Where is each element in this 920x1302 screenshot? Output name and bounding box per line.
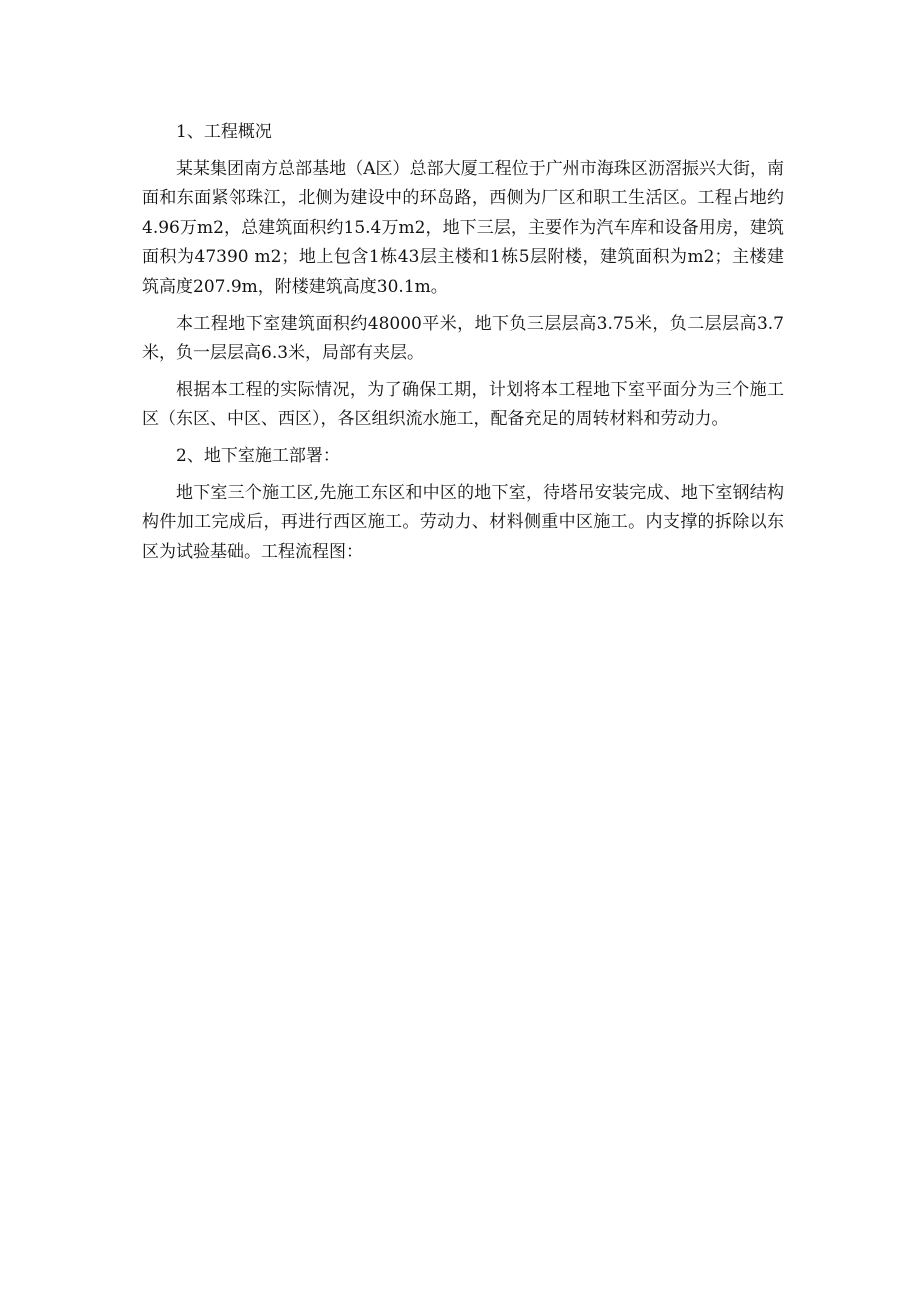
document-body bbox=[142, 118, 784, 574]
paragraph-construction-sequence: 地下室三个施工区,先施工东区和中区的地下室，待塔吊安装完成、地下室钢结构构件加工完成后，再进行西区施工。劳动力、材料侧重中区施工。内支撑的拆除以东区为试验基础。工程流程图： bbox=[142, 482, 784, 562]
paragraph-construction-zones: 根据本工程的实际情况，为了确保工期，计划将本工程地下室平面分为三个施工区（东区、中区、西区），各区组织流水施工，配备充足的周转材料和劳动力。 bbox=[142, 379, 784, 430]
section-heading-project-overview: 1、工程概况 bbox=[176, 122, 272, 142]
paragraph-basement-area: 本工程地下室建筑面积约48000平米，地下负三层层高3.75米，负二层层高3.7米，负一层层高6.3米，局部有夹层。 bbox=[142, 313, 784, 364]
paragraph-project-location: 某某集团南方总部基地（A区）总部大厦工程位于广州市海珠区沥滘振兴大街，南面和东面紧邻珠江，北侧为建设中的环岛路，西侧为厂区和职工生活区。工程占地约4.96万m2，总建筑面积约15.4万m2，地下三层，主要作为汽车库和设备用房，建筑面积为47390 m2；地上包含1栋43层主楼和1栋5层附楼，建筑面积为m2；主楼建筑高度207.9m，附楼建筑高度30.1m。 bbox=[142, 158, 784, 297]
section-heading-basement-deployment: 2、地下室施工部署： bbox=[176, 445, 340, 466]
